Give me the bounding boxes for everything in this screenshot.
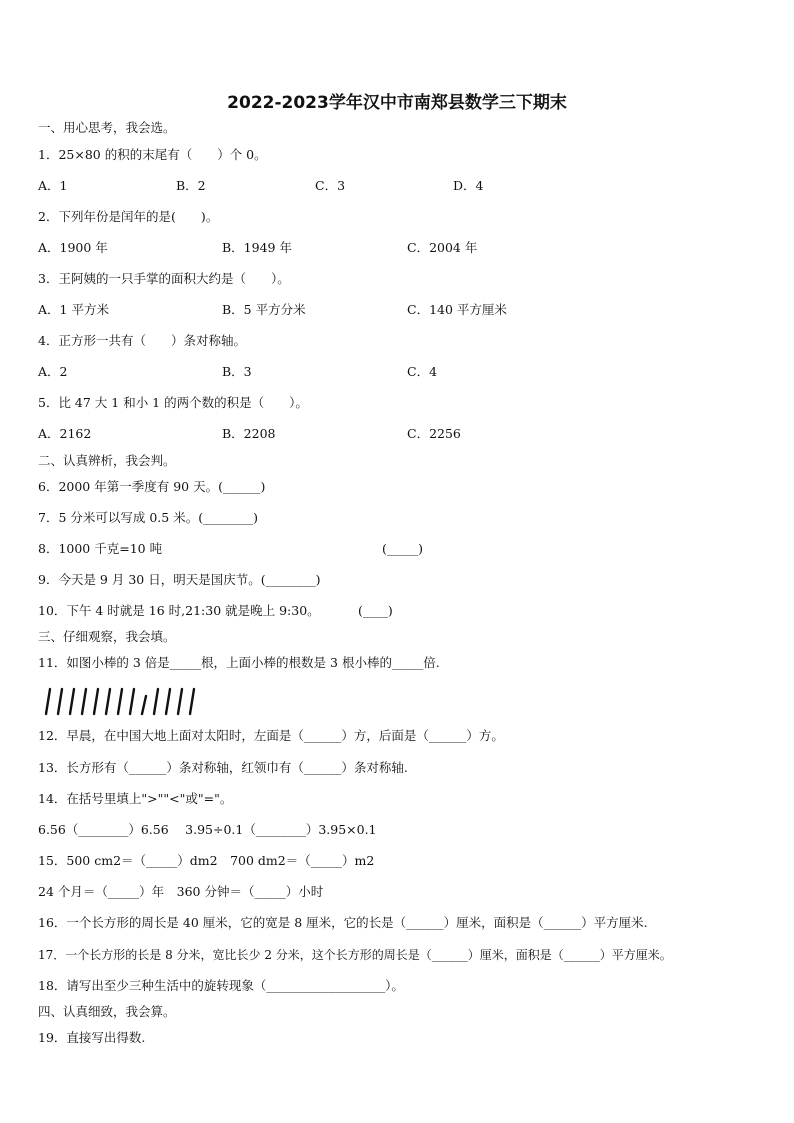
stick-1 <box>46 689 50 714</box>
stick-3 <box>70 689 74 714</box>
question-14-items: 6.56（________）6.56 3.95÷0.1（________）3.95×0.1 <box>38 822 377 837</box>
question-15-items: 24 个月＝（_____）年 360 分钟＝（_____）小时 <box>38 884 324 899</box>
question-8-blank: (_____) <box>382 541 424 556</box>
section-4-heading: 四、认真细致，我会算。 <box>38 1004 176 1019</box>
q4-option-a: A．2 <box>38 364 68 379</box>
q5-option-a: A．2162 <box>38 426 92 441</box>
q1-option-d: D．4 <box>453 178 484 193</box>
q3-option-b: B．5 平方分米 <box>222 302 306 317</box>
q5-option-b: B．2208 <box>222 426 276 441</box>
question-15: 15．500 cm2＝（_____）dm2 700 dm2＝（_____）m2 <box>38 853 375 868</box>
question-3: 3．王阿姨的一只手掌的面积大约是（ ）。 <box>38 271 290 286</box>
question-7: 7．5 分米可以写成 0.5 米。(________) <box>38 510 258 525</box>
stick-10 <box>154 689 158 714</box>
stick-5 <box>94 689 98 714</box>
q2-option-a: A．1900 年 <box>38 240 108 255</box>
q1-option-a: A．1 <box>38 178 68 193</box>
section-1-heading: 一、用心思考，我会选。 <box>38 120 176 135</box>
section-2-heading: 二、认真辨析，我会判。 <box>38 453 176 468</box>
question-10-blank: (____) <box>358 603 393 618</box>
question-2: 2．下列年份是闰年的是( )。 <box>38 209 219 224</box>
question-14: 14．在括号里填上">""<"或"="。 <box>38 791 233 806</box>
question-4: 4．正方形一共有（ ）条对称轴。 <box>38 333 246 348</box>
q1-option-b: B．2 <box>176 178 206 193</box>
stick-9 <box>142 696 146 714</box>
question-9: 9．今天是 9 月 30 日，明天是国庆节。(________) <box>38 572 321 587</box>
stick-13 <box>190 689 194 714</box>
question-13: 13．长方形有（______）条对称轴，红领巾有（______）条对称轴. <box>38 760 408 775</box>
question-17: 17．一个长方形的长是 8 分米，宽比长少 2 分米，这个长方形的周长是（______）厘米，面积是（______）平方厘米。 <box>38 948 672 962</box>
question-18: 18．请写出至少三种生活中的旋转现象（___________________）。 <box>38 978 404 993</box>
q1-option-c: C．3 <box>315 178 346 193</box>
page-title: 2022-2023学年汉中市南郑县数学三下期末 <box>227 93 567 113</box>
question-19: 19．直接写出得数. <box>38 1030 146 1045</box>
sticks-figure <box>40 686 200 718</box>
q4-option-c: C．4 <box>407 364 438 379</box>
q5-option-c: C．2256 <box>407 426 461 441</box>
stick-7 <box>118 689 122 714</box>
question-5: 5．比 47 大 1 和小 1 的两个数的积是（ ）。 <box>38 395 308 410</box>
question-1: 1．25×80 的积的末尾有（ ）个 0。 <box>38 147 267 162</box>
q3-option-c: C．140 平方厘米 <box>407 302 507 317</box>
q2-option-b: B．1949 年 <box>222 240 292 255</box>
stick-4 <box>82 689 86 714</box>
section-3-heading: 三、仔细观察，我会填。 <box>38 629 176 644</box>
stick-6 <box>106 689 110 714</box>
question-6: 6．2000 年第一季度有 90 天。(______) <box>38 479 266 494</box>
question-10: 10．下午 4 时就是 16 时,21:30 就是晚上 9:30。 <box>38 603 320 618</box>
question-16: 16．一个长方形的周长是 40 厘米，它的宽是 8 厘米，它的长是（______）厘米，面积是（______）平方厘米. <box>38 915 648 930</box>
question-12: 12．早晨，在中国大地上面对太阳时，左面是（______）方，后面是（______）方。 <box>38 728 504 743</box>
question-11: 11．如图小棒的 3 倍是_____根，上面小棒的根数是 3 根小棒的_____倍. <box>38 655 440 670</box>
stick-11 <box>166 689 170 714</box>
stick-12 <box>178 689 182 714</box>
stick-8 <box>130 689 134 714</box>
stick-2 <box>58 689 62 714</box>
q3-option-a: A．1 平方米 <box>38 302 109 317</box>
q4-option-b: B．3 <box>222 364 252 379</box>
q2-option-c: C．2004 年 <box>407 240 478 255</box>
question-8: 8．1000 千克=10 吨 <box>38 541 163 556</box>
